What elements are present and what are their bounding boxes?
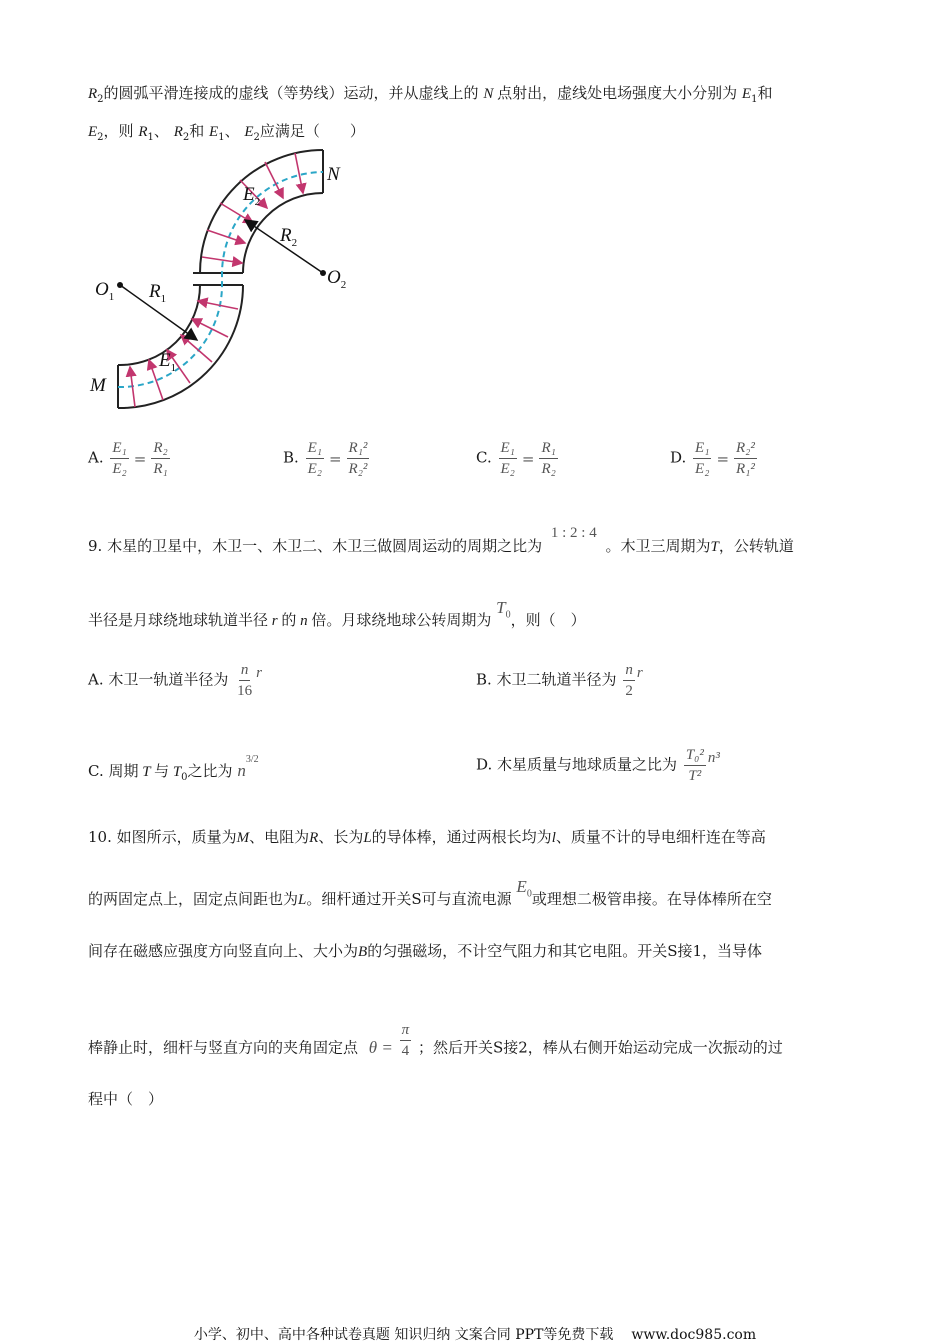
q8-option-b[interactable]: B. $\frac{\text{E₁}}{\text{E₂}}$ = $\frac{\text{R₁²}}{\text{R₂²}}$ bbox=[283, 440, 368, 477]
q8-stem-line2: $E_2$，则 $R_1$、 $R_2$和 $E_1$、 $E_2$应满足（ ） bbox=[88, 122, 365, 143]
label-o2: $O_2$ bbox=[327, 267, 347, 291]
footer-site[interactable]: www.doc985.com bbox=[631, 1327, 757, 1343]
q9-option-a[interactable]: A. 木卫一轨道半径为 $\frac{n}{16}$ r bbox=[88, 662, 262, 699]
label-r2: $R_2$ bbox=[280, 225, 298, 249]
q9-option-b[interactable]: B. 木卫二轨道半径为 $\frac{n}{2}$ r bbox=[476, 662, 643, 699]
label-m: M bbox=[90, 375, 106, 396]
q9-ratio: 1 : 2 : 4 bbox=[550, 525, 597, 541]
q9-stem-line2: 半径是月球绕地球轨道半径 r 的 n 倍。月球绕地球公转周期为 $T_0$，则（ ） bbox=[88, 598, 586, 629]
q8-option-d[interactable]: D. $\frac{\text{E₁}}{\text{E₂}}$ = $\frac{\text{R₂²}}{\text{R₁²}}$ bbox=[670, 440, 755, 477]
footer-text: 小学、初中、高中各种试卷真题 知识归纳 文案合同 PPT等免费下载 bbox=[193, 1327, 614, 1343]
label-e1: $E_1$ bbox=[159, 350, 177, 374]
q8-option-c[interactable]: C. $\frac{\text{E₁}}{\text{E₂}}$ = $\frac{\text{R₁}}{\text{R₂}}$ bbox=[476, 440, 556, 477]
electric-field-figure bbox=[85, 145, 365, 415]
q9-stem-line1: 9. 木星的卫星中，木卫一、木卫二、木卫三做圆周运动的周期之比为 1 : 2 : 4 。木卫三周期为T，公转轨道 bbox=[88, 525, 794, 555]
q10-line2: 的两固定点上，固定点间距也为L。细杆通过开关S可与直流电源 $E_0$或理想二极管串接。在导体棒所在空 bbox=[88, 877, 772, 908]
label-n: N bbox=[327, 164, 340, 185]
q8-option-a[interactable]: A. $\frac{\text{E₁}}{\text{E₂}}$ = $\frac{\text{R₂}}{\text{R₁}}$ bbox=[88, 440, 168, 477]
q10-line1: 10. 如图所示，质量为M、电阻为R、长为L的导体棒，通过两根长均为l、质量不计的导电细杆连在等高 bbox=[88, 828, 766, 846]
field-arrows-upper bbox=[202, 153, 303, 263]
label-r1: $R_1$ bbox=[149, 281, 167, 305]
page-footer bbox=[0, 1324, 950, 1344]
upper-arc-electrode bbox=[193, 150, 323, 273]
label-e2: $E_2$ bbox=[243, 184, 261, 208]
lower-arc-electrode bbox=[118, 285, 243, 408]
q9-option-c[interactable]: C. 周期 T 与 $T_0$之比为 $n^{3/2}$ bbox=[88, 754, 259, 783]
q10-line3: 间存在磁感应强度方向竖直向上、大小为B的匀强磁场，不计空气阻力和其它电阻。开关S接1，当导体 bbox=[88, 942, 763, 960]
q10-line4: 棒静止时，细杆与竖直方向的夹角固定点 θ = $\frac{\pi}{4}$ ；然后开关S接2，棒从右侧开始运动完成一次振动的过 bbox=[88, 1022, 783, 1059]
q9-option-d[interactable]: D. 木星质量与地球质量之比为 $\frac{\text{T₀²}}{\text{T²}}$ n³ bbox=[476, 747, 720, 784]
label-o1: $O_1$ bbox=[95, 279, 115, 303]
q8-stem-line1: $R_2$的圆弧平滑连接成的虚线（等势线）运动，并从虚线上的 N 点射出，虚线处电场强度大小分别为 $E_1$和 bbox=[88, 84, 773, 105]
q10-line5: 程中（ ） bbox=[88, 1090, 164, 1108]
